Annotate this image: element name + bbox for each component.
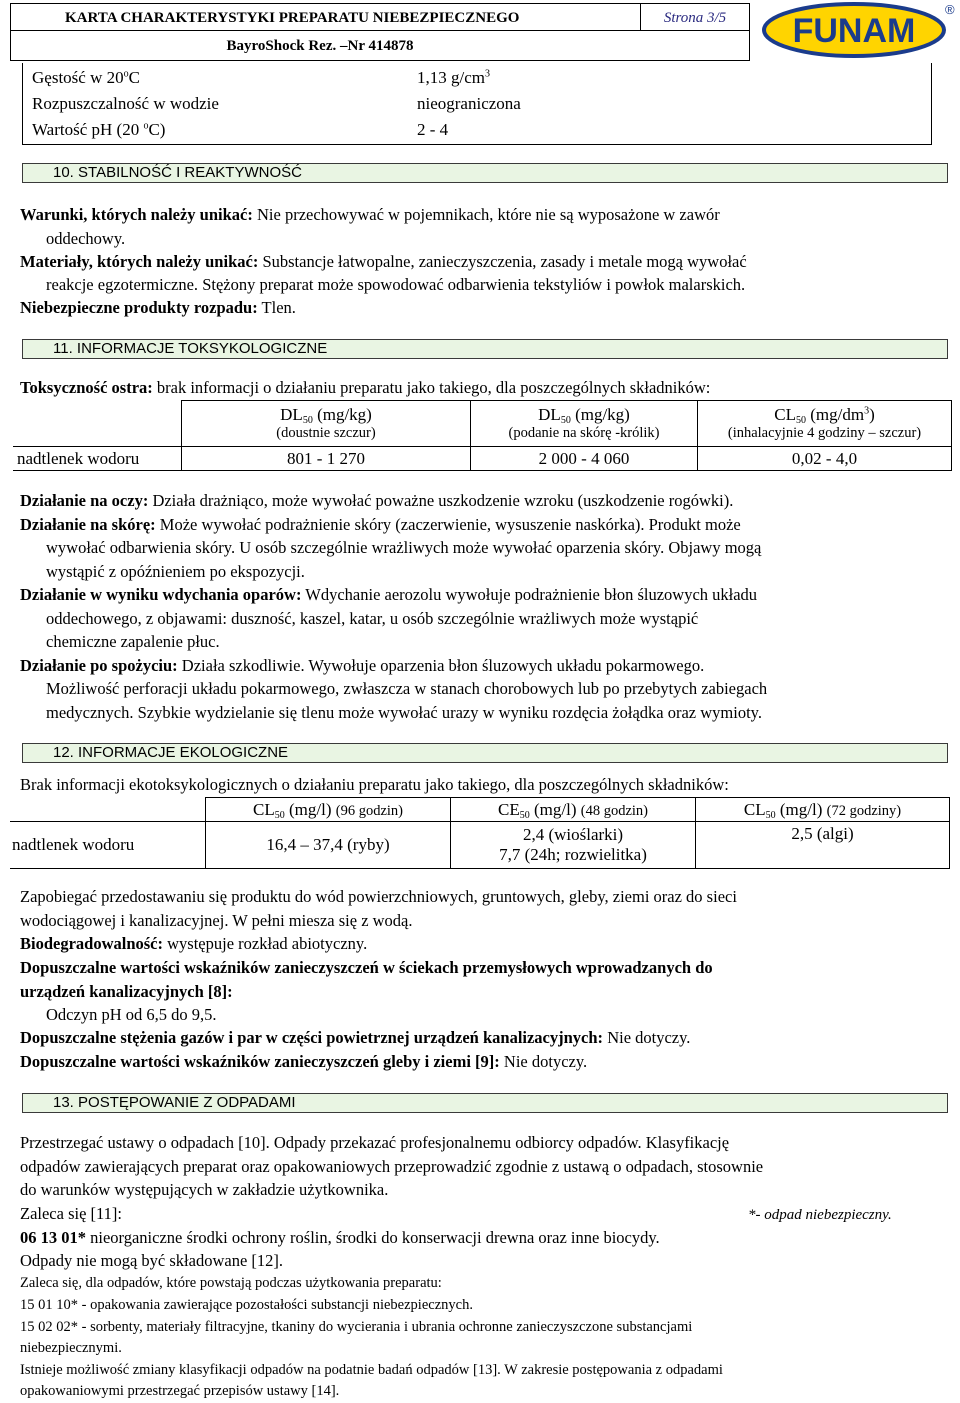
funam-logo (760, 0, 956, 60)
s11-ingestion-cont-2: medycznych. Szybkie wydzielanie się tlenu może wywołać urazy w wyniku rozdęcia żołądka oraz wymioty. (46, 703, 762, 722)
toxicity-col-inhalation: $CL_{50}$ $(mg/dm^3)$ (inhalacyjnie 4 godziny – szczur) (698, 401, 952, 447)
s13-line-2: odpadów zawierających preparat oraz opakowaniowych przeprowadzić zgodnie z ustawą o odpadach, stosownie (20, 1157, 764, 1176)
s11-ingestion-cont-1: Możliwość perforacji układu pokarmowego, zwłaszcza w stanach chorobowych lub po przebytych zabiegach (46, 679, 768, 698)
s12-biodegradability: Biodegradowalność: występuje rozkład abiotyczny. (20, 934, 368, 953)
s13-landfill: Odpady nie mogą być składowane [12]. (20, 1251, 284, 1270)
section-10-header: 10. STABILNOŚĆ I REAKTYWNOŚĆ (22, 163, 948, 183)
s13-waste-code-main: 06 13 01* nieorganiczne środki ochrony roślin, środki do konserwacji drewna oraz inne biocydy. (20, 1228, 660, 1247)
s13-waste-code-2: 15 02 02* - sorbenty, materiały filtracyjne, tkaniny do wycierania i ubrania ochronne zanieczyszczone substancjami (20, 1319, 693, 1335)
s10-materials-cont: reakcje egzotermiczne. Stężony preparat może spowodować odbarwienia tekstyliów i powłok malarskich. (46, 275, 746, 294)
section-13-header: 13. POSTĘPOWANIE Z ODPADAMI (22, 1093, 948, 1113)
logo-text: FUNAM (792, 12, 916, 50)
ecotox-col-algae: $CL_{50}$ (mg/l) (72 godziny) (696, 798, 950, 822)
ecotox-value-daphnia: 2,4 (wioślarki) 7,7 (24h; rozwielitka) (451, 822, 696, 869)
s13-classification-cont: opakowaniowymi przestrzegać przepisów ustawy [14]. (20, 1383, 340, 1399)
toxicity-value-inhalation: 0,02 - 4,0 (698, 447, 952, 471)
s13-waste-code-2-cont: niebezpiecznymi. (20, 1340, 122, 1356)
s11-skin-cont-2: wystąpić z opóźnieniem po ekspozycji. (46, 562, 305, 581)
ecotox-table-corner (10, 798, 206, 822)
s11-acute-toxicity: Toksyczność ostra: brak informacji o działaniu preparatu jako takiego, dla poszczególnych składników: (20, 378, 711, 397)
prop-value-ph: 2 - 4 (417, 120, 449, 139)
s13-hazardous-note: *- odpad niebezpieczny. (748, 1207, 892, 1223)
prop-value-solubility: nieograniczona (417, 94, 521, 113)
s12-gas-limits: Dopuszczalne stężenia gazów i par w części powietrznej urządzeń kanalizacyjnych: Nie dotyczy. (20, 1028, 691, 1047)
ecotox-table (10, 797, 950, 869)
logo-registered-mark: ® (945, 2, 955, 17)
prop-label-ph: Wartość pH (20 $^o$C) (32, 120, 166, 139)
section-12-header: 12. INFORMACJE EKOLOGICZNE (22, 743, 948, 763)
s12-wastewater-limits: Dopuszczalne wartości wskaźników zanieczyszczeń w ściekach przemysłowych wprowadzanych do (20, 958, 713, 977)
s11-inhalation: Działanie w wyniku wdychania oparów: Wdychanie aerozolu wywołuje podrażnienie błon śluzowych układu (20, 585, 758, 604)
document-title: KARTA CHARAKTERYSTYKI PREPARATU NIEBEZPIECZNEGO (10, 3, 640, 31)
prop-value-density: 1,13 $g/cm^3$ (417, 68, 490, 87)
s13-waste-code-1: 15 01 10* - opakowania zawierające pozostałości substancji niebezpiecznych. (20, 1297, 473, 1313)
s13-line-3: do warunków występujących w zakładzie użytkownika. (20, 1180, 389, 1199)
prop-label-density: Gęstość w 20$^o$C (32, 68, 140, 87)
toxicity-row-label: nadtlenek wodoru (13, 447, 182, 471)
product-name: BayroShock Rez. –Nr 414878 (10, 31, 750, 61)
s10-materials: Materiały, których należy unikać: Substancje łatwopalne, zanieczyszczenia, zasady i metale mogą wywołać (20, 252, 747, 271)
s11-skin-cont-1: wywołać odbarwienia skóry. U osób szczególnie wrażliwych może wywołać oparzenia skóry. Objawy mogą (46, 538, 762, 557)
s13-recommended: Zaleca się [11]: (20, 1204, 122, 1223)
s10-conditions: Warunki, których należy unikać: Nie przechowywać w pojemnikach, które nie są wyposażone w zawór (20, 205, 720, 224)
ecotox-row-label: nadtlenek wodoru (10, 822, 206, 869)
toxicity-table (13, 400, 952, 471)
toxicity-col-oral: $DL_{50}$ (mg/kg) (doustnie szczur) (182, 401, 471, 447)
s11-ingestion: Działanie po spożyciu: Działa szkodliwie. Wywołuje oparzenia błon śluzowych układu pokarmowego. (20, 656, 705, 675)
s11-inhalation-cont-2: chemiczne zapalenie płuc. (46, 632, 220, 651)
toxicity-col-dermal: $DL_{50}$ (mg/kg) (podanie na skórę -królik) (471, 401, 698, 447)
s12-prevention-cont: wodociągowej i kanalizacyjnej. W pełni miesza się z wodą. (20, 911, 413, 930)
s13-line-1: Przestrzegać ustawy o odpadach [10]. Odpady przekazać profesjonalnemu odbiorcy odpadów. Klasyfikację (20, 1133, 730, 1152)
ecotox-value-fish: 16,4 – 37,4 (ryby) (206, 822, 451, 869)
section-11-header: 11. INFORMACJE TOKSYKOLOGICZNE (22, 339, 948, 359)
page-number: Strona 3/5 (640, 3, 750, 31)
toxicity-value-dermal: 2 000 - 4 060 (471, 447, 698, 471)
s13-usage-waste: Zaleca się, dla odpadów, które powstają podczas użytkowania preparatu: (20, 1275, 442, 1291)
toxicity-table-corner (13, 401, 182, 447)
s11-skin: Działanie na skórę: Może wywołać podrażnienie skóry (zaczerwienie, wysuszenie naskórka). Produkt może (20, 515, 741, 534)
s11-eyes: Działanie na oczy: Działa drażniąco, może wywołać poważne uszkodzenie wzroku (uszkodzenie rogówki). (20, 491, 734, 510)
s10-decomposition: Niebezpieczne produkty rozpadu: Tlen. (20, 298, 296, 317)
ecotox-col-fish: $CL_{50}$ (mg/l) (96 godzin) (206, 798, 451, 822)
s13-classification: Istnieje możliwość zmiany klasyfikacji odpadów na podatnie badań odpadów [13]. W zakresie postępowania z odpadami (20, 1362, 723, 1378)
prop-label-solubility: Rozpuszczalność w wodzie (32, 94, 219, 113)
toxicity-value-oral: 801 - 1 270 (182, 447, 471, 471)
s11-inhalation-cont-1: oddechowego, z objawami: duszność, kaszel, katar, u osób szczególnie wrażliwych może wystąpić (46, 609, 699, 628)
ecotox-value-algae: 2,5 (algi) (696, 822, 950, 869)
s10-conditions-cont: oddechowy. (46, 229, 126, 248)
s12-intro: Brak informacji ekotoksykologicznych o działaniu preparatu jako takiego, dla poszczególnych składników: (20, 775, 729, 794)
s12-ph-range: Odczyn pH od 6,5 do 9,5. (46, 1005, 217, 1024)
s12-prevention: Zapobiegać przedostawaniu się produktu do wód powierzchniowych, gruntowych, gleby, ziemi oraz do sieci (20, 887, 737, 906)
s12-wastewater-limits-cont: urządzeń kanalizacyjnych [8]: (20, 982, 233, 1001)
ecotox-col-daphnia: $CE_{50}$ (mg/l) (48 godzin) (451, 798, 696, 822)
s12-soil-limits: Dopuszczalne wartości wskaźników zanieczyszczeń gleby i ziemi [9]: Nie dotyczy. (20, 1052, 588, 1071)
